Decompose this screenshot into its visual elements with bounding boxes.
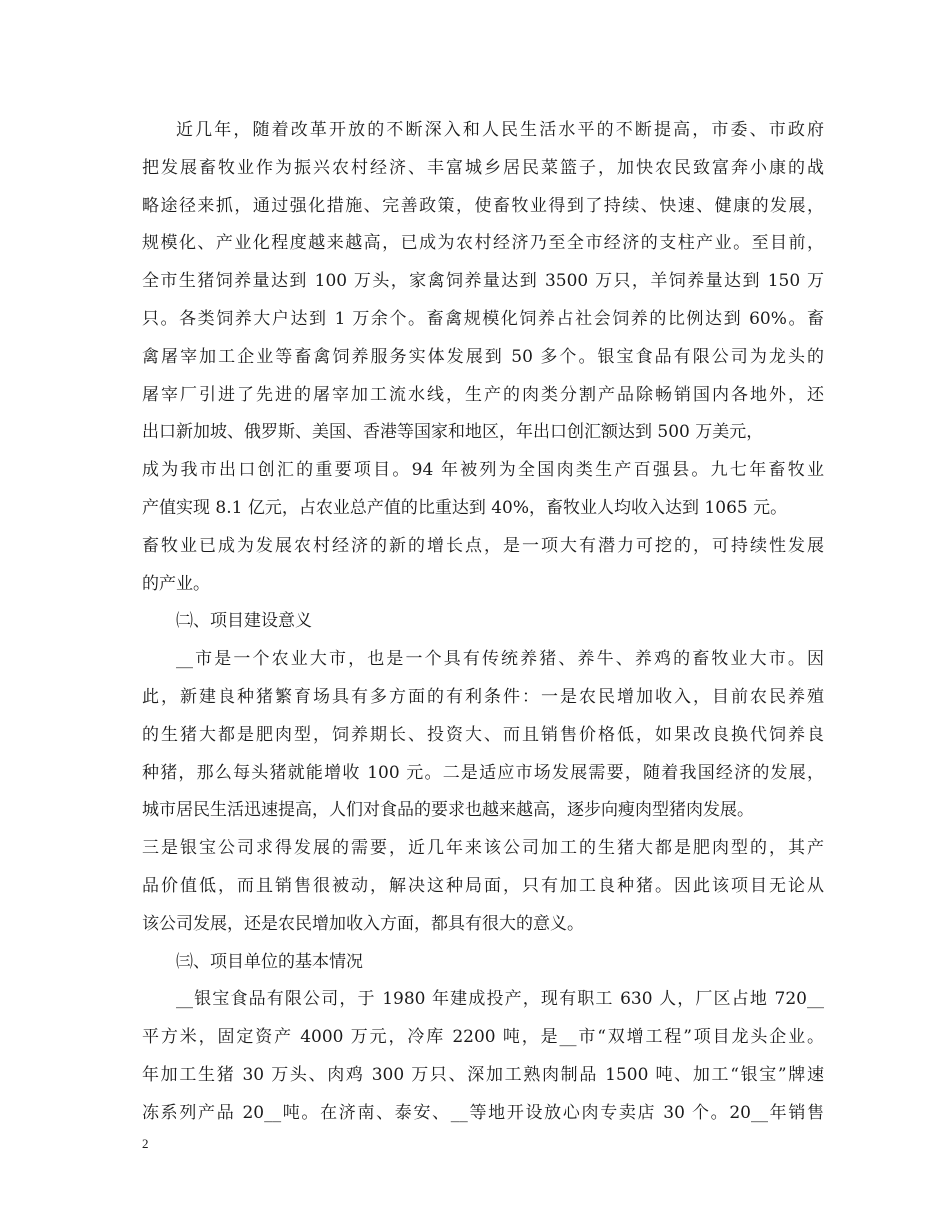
text-line: 规模化、产业化程度越来越高，已成为农村经济乃至全市经济的支柱产业。至目前， xyxy=(142,233,824,254)
text-line: 略途径来抓，通过强化措施、完善政策，使畜牧业得到了持续、快速、健康的发展， xyxy=(142,195,824,216)
text-line: 近几年，随着改革开放的不断深入和人民生活水平的不断提高，市委、市政府 xyxy=(176,120,824,140)
text-line: 把发展畜牧业作为振兴农村经济、丰富城乡居民菜篮子，加快农民致富奔小康的战 xyxy=(142,157,824,178)
document-body xyxy=(142,112,824,1133)
text-line: 的产业。 xyxy=(142,573,210,594)
text-line: 禽屠宰加工企业等畜禽饲养服务实体发展到 50 多个。银宝食品有限公司为龙头的 xyxy=(142,346,824,367)
text-line: 此，新建良种猪繁育场具有多方面的有利条件：一是农民增加收入，目前农民养殖 xyxy=(142,686,824,707)
text-line: 出口新加坡、俄罗斯、美国、香港等国家和地区，年出口创汇额达到 500 万美元， xyxy=(142,422,764,443)
text-line: 只。各类饲养大户达到 1 万余个。畜禽规模化饲养占社会饲养的比例达到 60%。畜 xyxy=(142,308,824,329)
text-line: 平方米，固定资产 4000 万元，冷库 2200 吨，是__市“双增工程”项目龙头企业。 xyxy=(142,1027,824,1048)
text-line: 城市居民生活迅速提高，人们对食品的要求也越来越高，逐步向瘦肉型猪肉发展。 xyxy=(142,800,754,821)
text-line: 三是银宝公司求得发展的需要，近几年来该公司加工的生猪大都是肥肉型的，其产 xyxy=(142,838,824,859)
text-line: 的生猪大都是肥肉型，饲养期长、投资大、而且销售价格低，如果改良换代饲养良 xyxy=(142,724,824,745)
text-line: 该公司发展，还是农民增加收入方面，都具有很大的意义。 xyxy=(142,913,584,934)
text-line: 畜牧业已成为发展农村经济的新的增长点，是一项大有潜力可挖的，可持续性发展 xyxy=(142,535,824,556)
text-line: 全市生猪饲养量达到 100 万头，家禽饲养量达到 3500 万只，羊饲养量达到 150 万 xyxy=(142,271,824,292)
text-line: 产值实现 8.1 亿元，占农业总产值的比重达到 40%，畜牧业人均收入达到 1065 元。 xyxy=(142,497,788,518)
text-line: 年加工生猪 30 万头、肉鸡 300 万只、深加工熟肉制品 1500 吨、加工“银宝”牌速 xyxy=(142,1064,824,1085)
text-line: 品价值低，而且销售很被动，解决这种局面，只有加工良种猪。因此该项目无论从 xyxy=(142,875,824,896)
page-number: 2 xyxy=(142,1136,149,1151)
text-line: __市是一个农业大市，也是一个具有传统养猪、养牛、养鸡的畜牧业大市。因 xyxy=(176,649,824,670)
text-line: ㈡、项目建设意义 xyxy=(176,611,312,632)
text-line: 种猪，那么每头猪就能增收 100 元。二是适应市场发展需要，随着我国经济的发展， xyxy=(142,762,824,783)
text-line: 屠宰厂引进了先进的屠宰加工流水线，生产的肉类分割产品除畅销国内各地外，还 xyxy=(142,384,824,405)
text-line: ㈢、项目单位的基本情况 xyxy=(176,951,363,972)
text-line: 成为我市出口创汇的重要项目。94 年被列为全国肉类生产百强县。九七年畜牧业 xyxy=(142,460,824,481)
text-line: __银宝食品有限公司，于 1980 年建成投产，现有职工 630 人，厂区占地 720__ xyxy=(176,989,824,1010)
text-line: 冻系列产品 20__吨。在济南、泰安、__等地开设放心肉专卖店 30 个。20__年销售 xyxy=(142,1102,824,1123)
